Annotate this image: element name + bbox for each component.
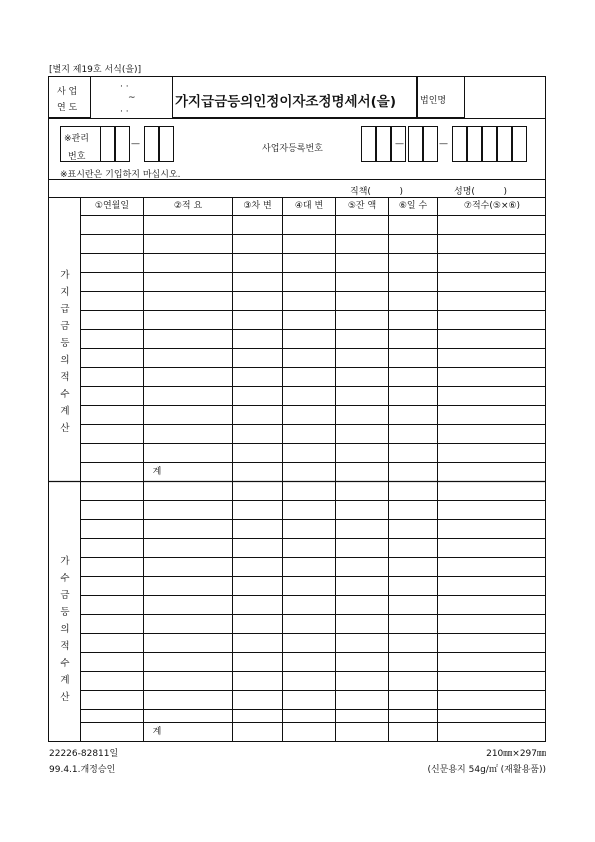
form-tag: [별지 제19호 서식(을)] xyxy=(49,65,142,75)
biz-reg-label: 사업자등록번호 xyxy=(262,144,323,154)
mgmt-label-2: 번호 xyxy=(68,152,86,162)
mgmt-dash: — xyxy=(131,139,140,149)
col-header-accumulated: ⑦적수(⑤×⑥) xyxy=(463,201,521,211)
section2-label: 가 수 금 등 의 적 수 계 산 xyxy=(60,556,70,703)
mgmt-label-1: ※관리 xyxy=(64,134,89,144)
position-field[interactable]: 직책( ) xyxy=(350,187,404,197)
section1-label: 가 지 급 금 등 의 적 수 계 산 xyxy=(60,270,70,434)
col-header-credit: ④대 변 xyxy=(294,201,324,211)
section1-total-label: 계 xyxy=(152,467,162,477)
corp-name-label: 법인명 xyxy=(420,96,447,106)
form-title: 가지급금등의인정이자조정명세서(을) xyxy=(175,94,396,110)
section2-total-label: 계 xyxy=(152,727,162,737)
notice-text: ※표시란은 기입하지 마십시오. xyxy=(60,170,181,180)
footer-approval: 99.4.1.개정승인 xyxy=(49,765,116,775)
period-label-2: 연 도 xyxy=(57,103,78,113)
period-tilde: ~ xyxy=(128,93,136,103)
col-header-balance: ⑤잔 액 xyxy=(347,201,377,211)
footer-paper: (신문용지 54g/㎡ (재활용품)) xyxy=(427,765,546,775)
period-dots-top: · · xyxy=(120,82,129,92)
footer-size: 210㎜×297㎜ xyxy=(486,749,546,759)
period-label-1: 사 업 xyxy=(57,87,78,97)
biz-reg-dash-2: — xyxy=(439,139,448,149)
col-header-summary: ②적 요 xyxy=(173,201,203,211)
footer-code: 22226-82811일 xyxy=(49,749,119,759)
col-header-date: ①연월일 xyxy=(94,201,130,211)
col-header-debit: ③차 변 xyxy=(243,201,272,211)
name-field[interactable]: 성명( ) xyxy=(454,187,508,197)
col-header-days: ⑥일 수 xyxy=(398,201,428,211)
biz-reg-dash-1: — xyxy=(395,139,404,149)
period-dots-bottom: · · xyxy=(120,107,129,117)
